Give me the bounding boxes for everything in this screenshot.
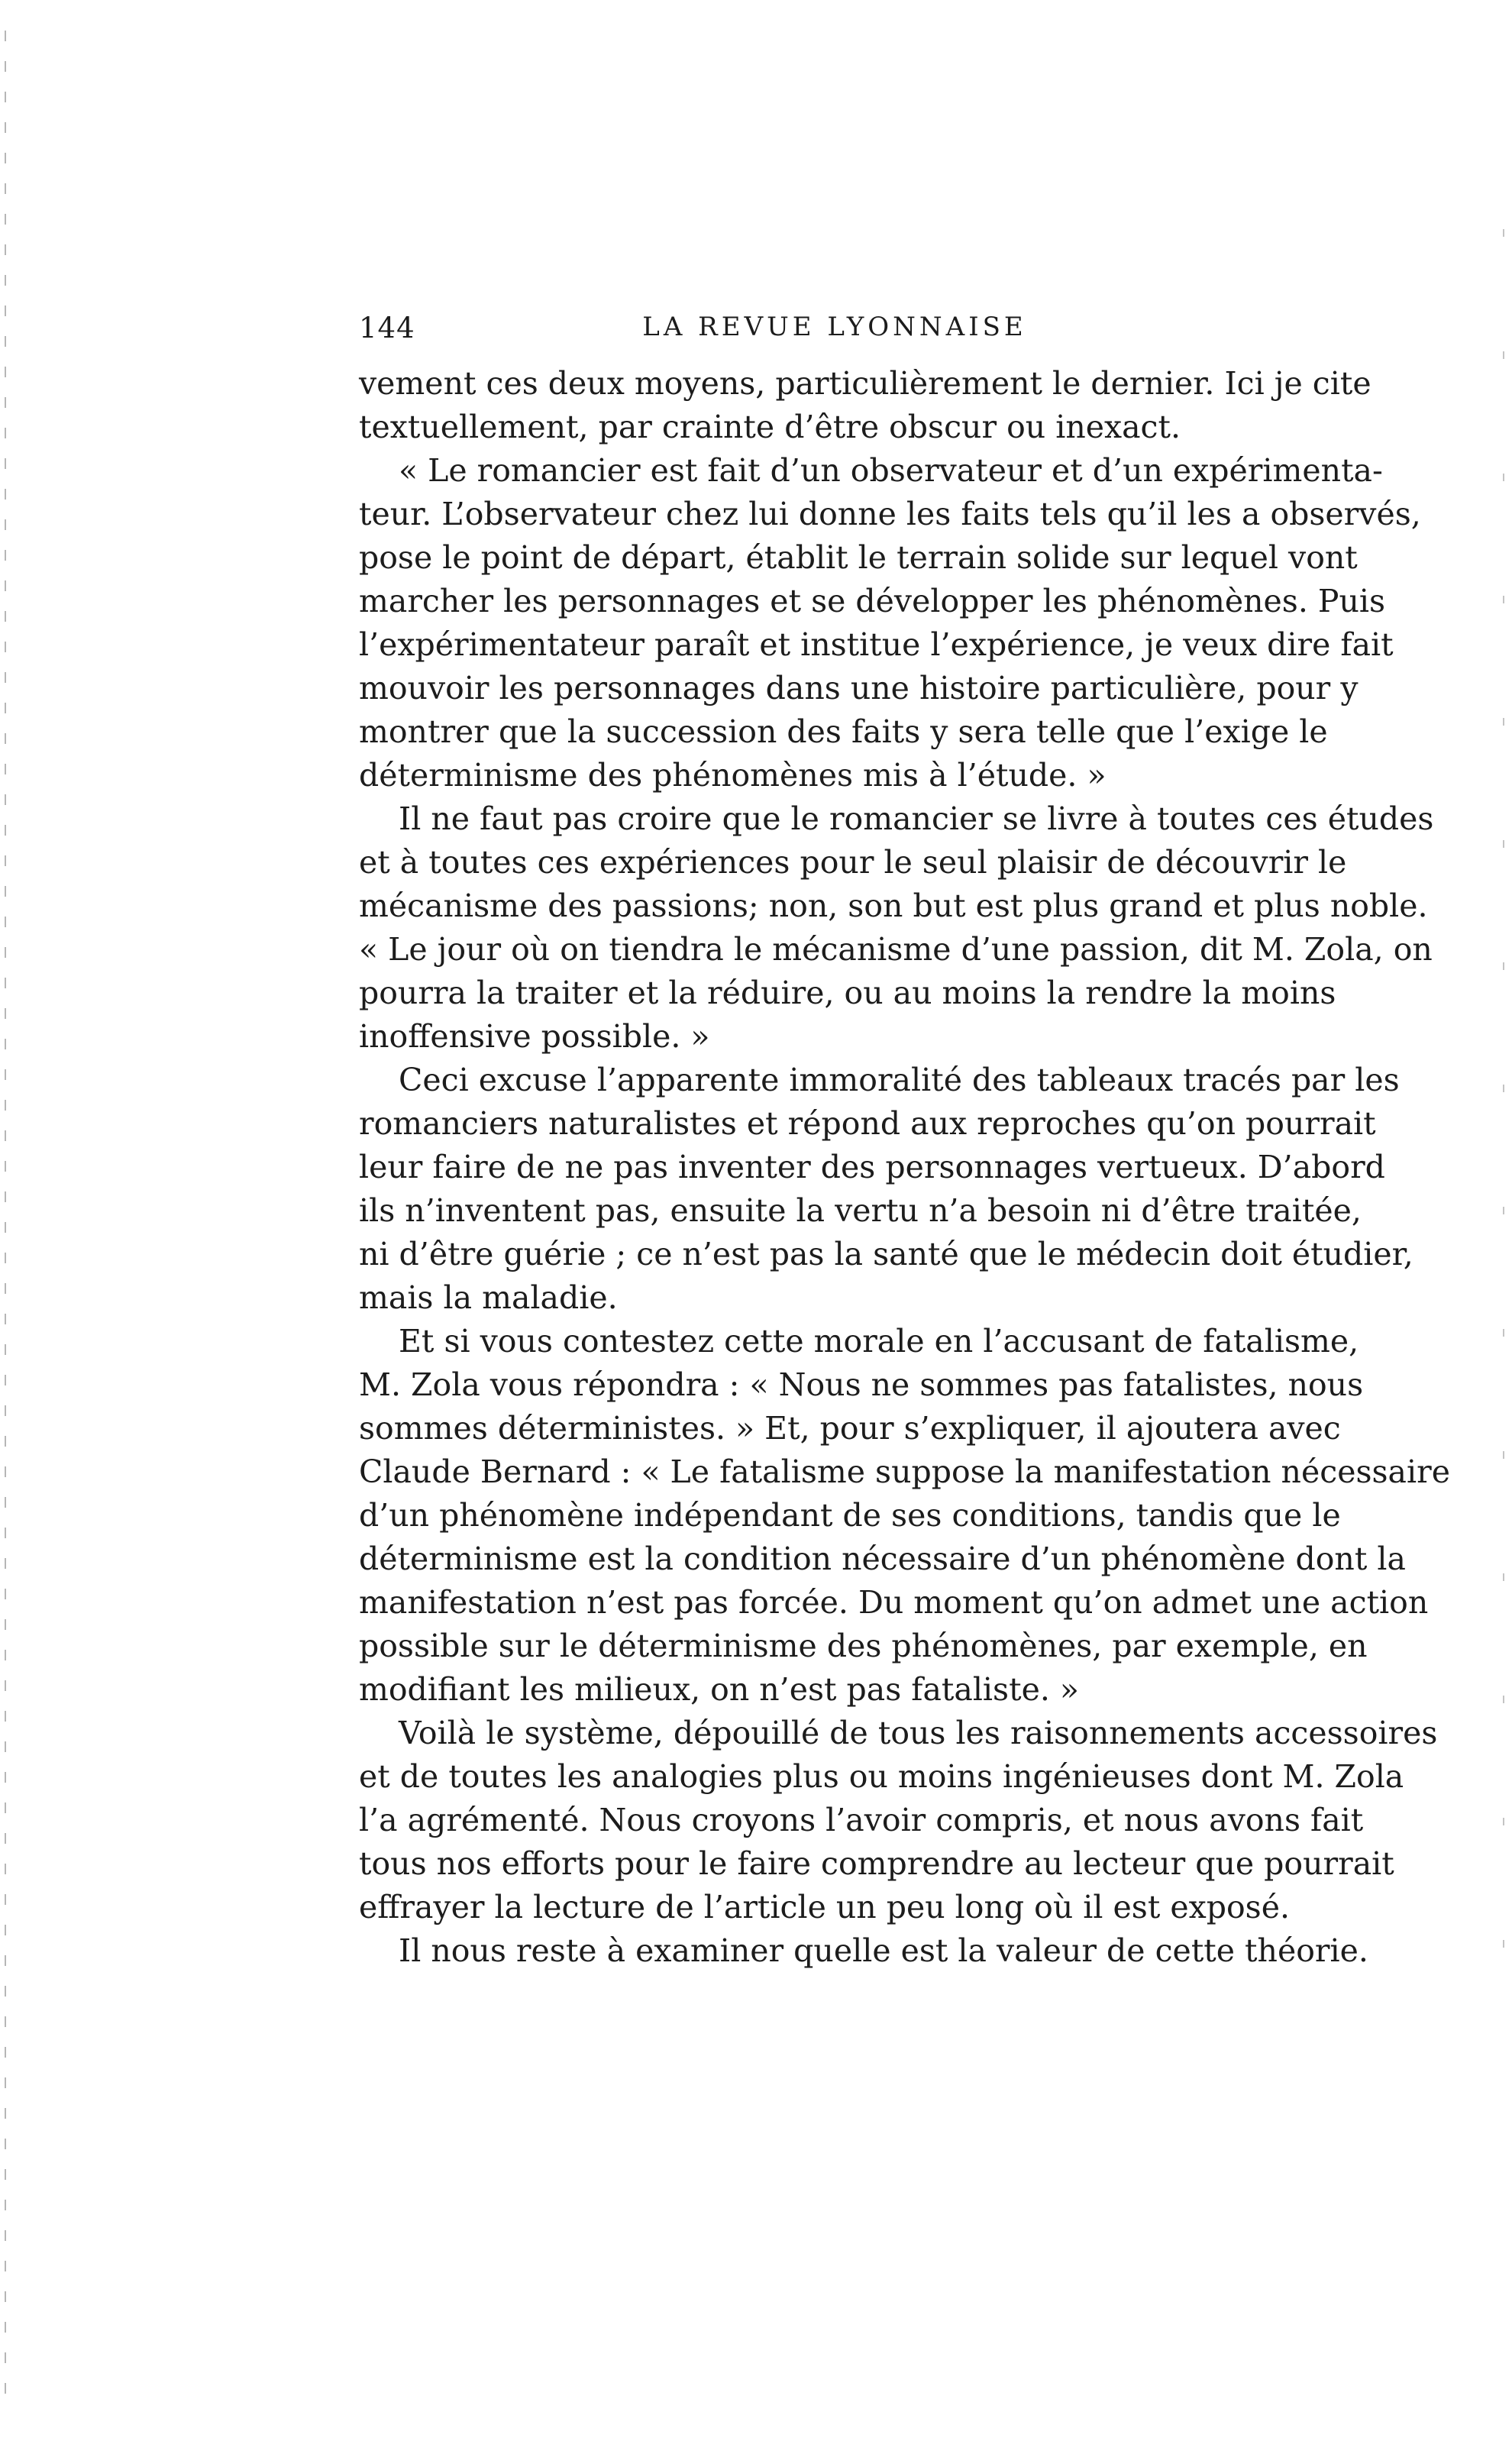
text-line: montrer que la succession des faits y sera telle que l’exige le <box>359 713 1328 750</box>
text-line: « Le jour où on tiendra le mécanisme d’une passion, dit M. Zola, on <box>359 931 1433 968</box>
text-line: mouvoir les personnages dans une histoire particulière, pour y <box>359 670 1359 706</box>
text-line: Ceci excuse l’apparente immoralité des tableaux tracés par les <box>399 1062 1400 1098</box>
running-title: LA REVUE LYONNAISE <box>642 312 1027 342</box>
text-line: et de toutes les analogies plus ou moins ingénieuses dont M. Zola <box>359 1758 1404 1795</box>
page-number: 144 <box>359 312 415 344</box>
text-line: effrayer la lecture de l’article un peu long où il est exposé. <box>359 1889 1291 1925</box>
text-line: M. Zola vous répondra : « Nous ne sommes pas fatalistes, nous <box>359 1366 1364 1403</box>
text-line: inoffensive possible. » <box>359 1018 710 1055</box>
text-line: mais la maladie. <box>359 1279 618 1316</box>
text-line: teur. L’observateur chez lui donne les faits tels qu’il les a observés, <box>359 496 1421 532</box>
text-line: marcher les personnages et se développer les phénomènes. Puis <box>359 583 1386 619</box>
text-line: et à toutes ces expériences pour le seul plaisir de découvrir le <box>359 844 1347 881</box>
page-edge-right <box>1503 229 1504 1986</box>
text-line: tous nos efforts pour le faire comprendre au lecteur que pourrait <box>359 1845 1394 1882</box>
text-line: Voilà le système, dépouillé de tous les raisonnements accessoires <box>399 1715 1438 1751</box>
text-line: possible sur le déterminisme des phénomènes, par exemple, en <box>359 1628 1368 1664</box>
text-line: l’expérimentateur paraît et institue l’expérience, je veux dire fait <box>359 626 1394 663</box>
text-line: déterminisme est la condition nécessaire d’un phénomène dont la <box>359 1541 1406 1577</box>
text-line: « Le romancier est fait d’un observateur et d’un expérimenta- <box>399 452 1383 489</box>
text-line: leur faire de ne pas inventer des personnages vertueux. D’abord <box>359 1149 1385 1185</box>
text-line: mécanisme des passions; non, son but est plus grand et plus noble. <box>359 888 1428 924</box>
text-line: Et si vous contestez cette morale en l’accusant de fatalisme, <box>399 1323 1359 1360</box>
text-line: textuellement, par crainte d’être obscur ou inexact. <box>359 409 1181 445</box>
text-line: modifiant les milieux, on n’est pas fataliste. » <box>359 1671 1079 1708</box>
text-line: sommes déterministes. » Et, pour s’expliquer, il ajoutera avec <box>359 1410 1341 1447</box>
text-line: manifestation n’est pas forcée. Du moment qu’on admet une action <box>359 1584 1429 1621</box>
text-line: pose le point de départ, établit le terrain solide sur lequel vont <box>359 539 1358 576</box>
page-header <box>359 312 1310 357</box>
text-line: déterminisme des phénomènes mis à l’étude. » <box>359 757 1107 794</box>
text-line: Il nous reste à examiner quelle est la valeur de cette théorie. <box>399 1932 1368 1969</box>
page-edge-left <box>5 31 6 2414</box>
text-line: Il ne faut pas croire que le romancier se livre à toutes ces études <box>399 800 1434 837</box>
text-line: pourra la traiter et la réduire, ou au moins la rendre la moins <box>359 975 1336 1011</box>
text-line: romanciers naturalistes et répond aux reproches qu’on pourrait <box>359 1105 1376 1142</box>
text-line: vement ces deux moyens, particulièrement le dernier. Ici je cite <box>359 365 1371 402</box>
text-line: ni d’être guérie ; ce n’est pas la santé que le médecin doit étudier, <box>359 1236 1413 1272</box>
text-line: Claude Bernard : « Le fatalisme suppose la manifestation nécessaire <box>359 1453 1450 1490</box>
text-line: d’un phénomène indépendant de ses conditions, tandis que le <box>359 1497 1341 1534</box>
body-text <box>359 362 1450 1973</box>
text-line: l’a agrémenté. Nous croyons l’avoir compris, et nous avons fait <box>359 1802 1364 1838</box>
text-line: ils n’inventent pas, ensuite la vertu n’a besoin ni d’être traitée, <box>359 1192 1362 1229</box>
